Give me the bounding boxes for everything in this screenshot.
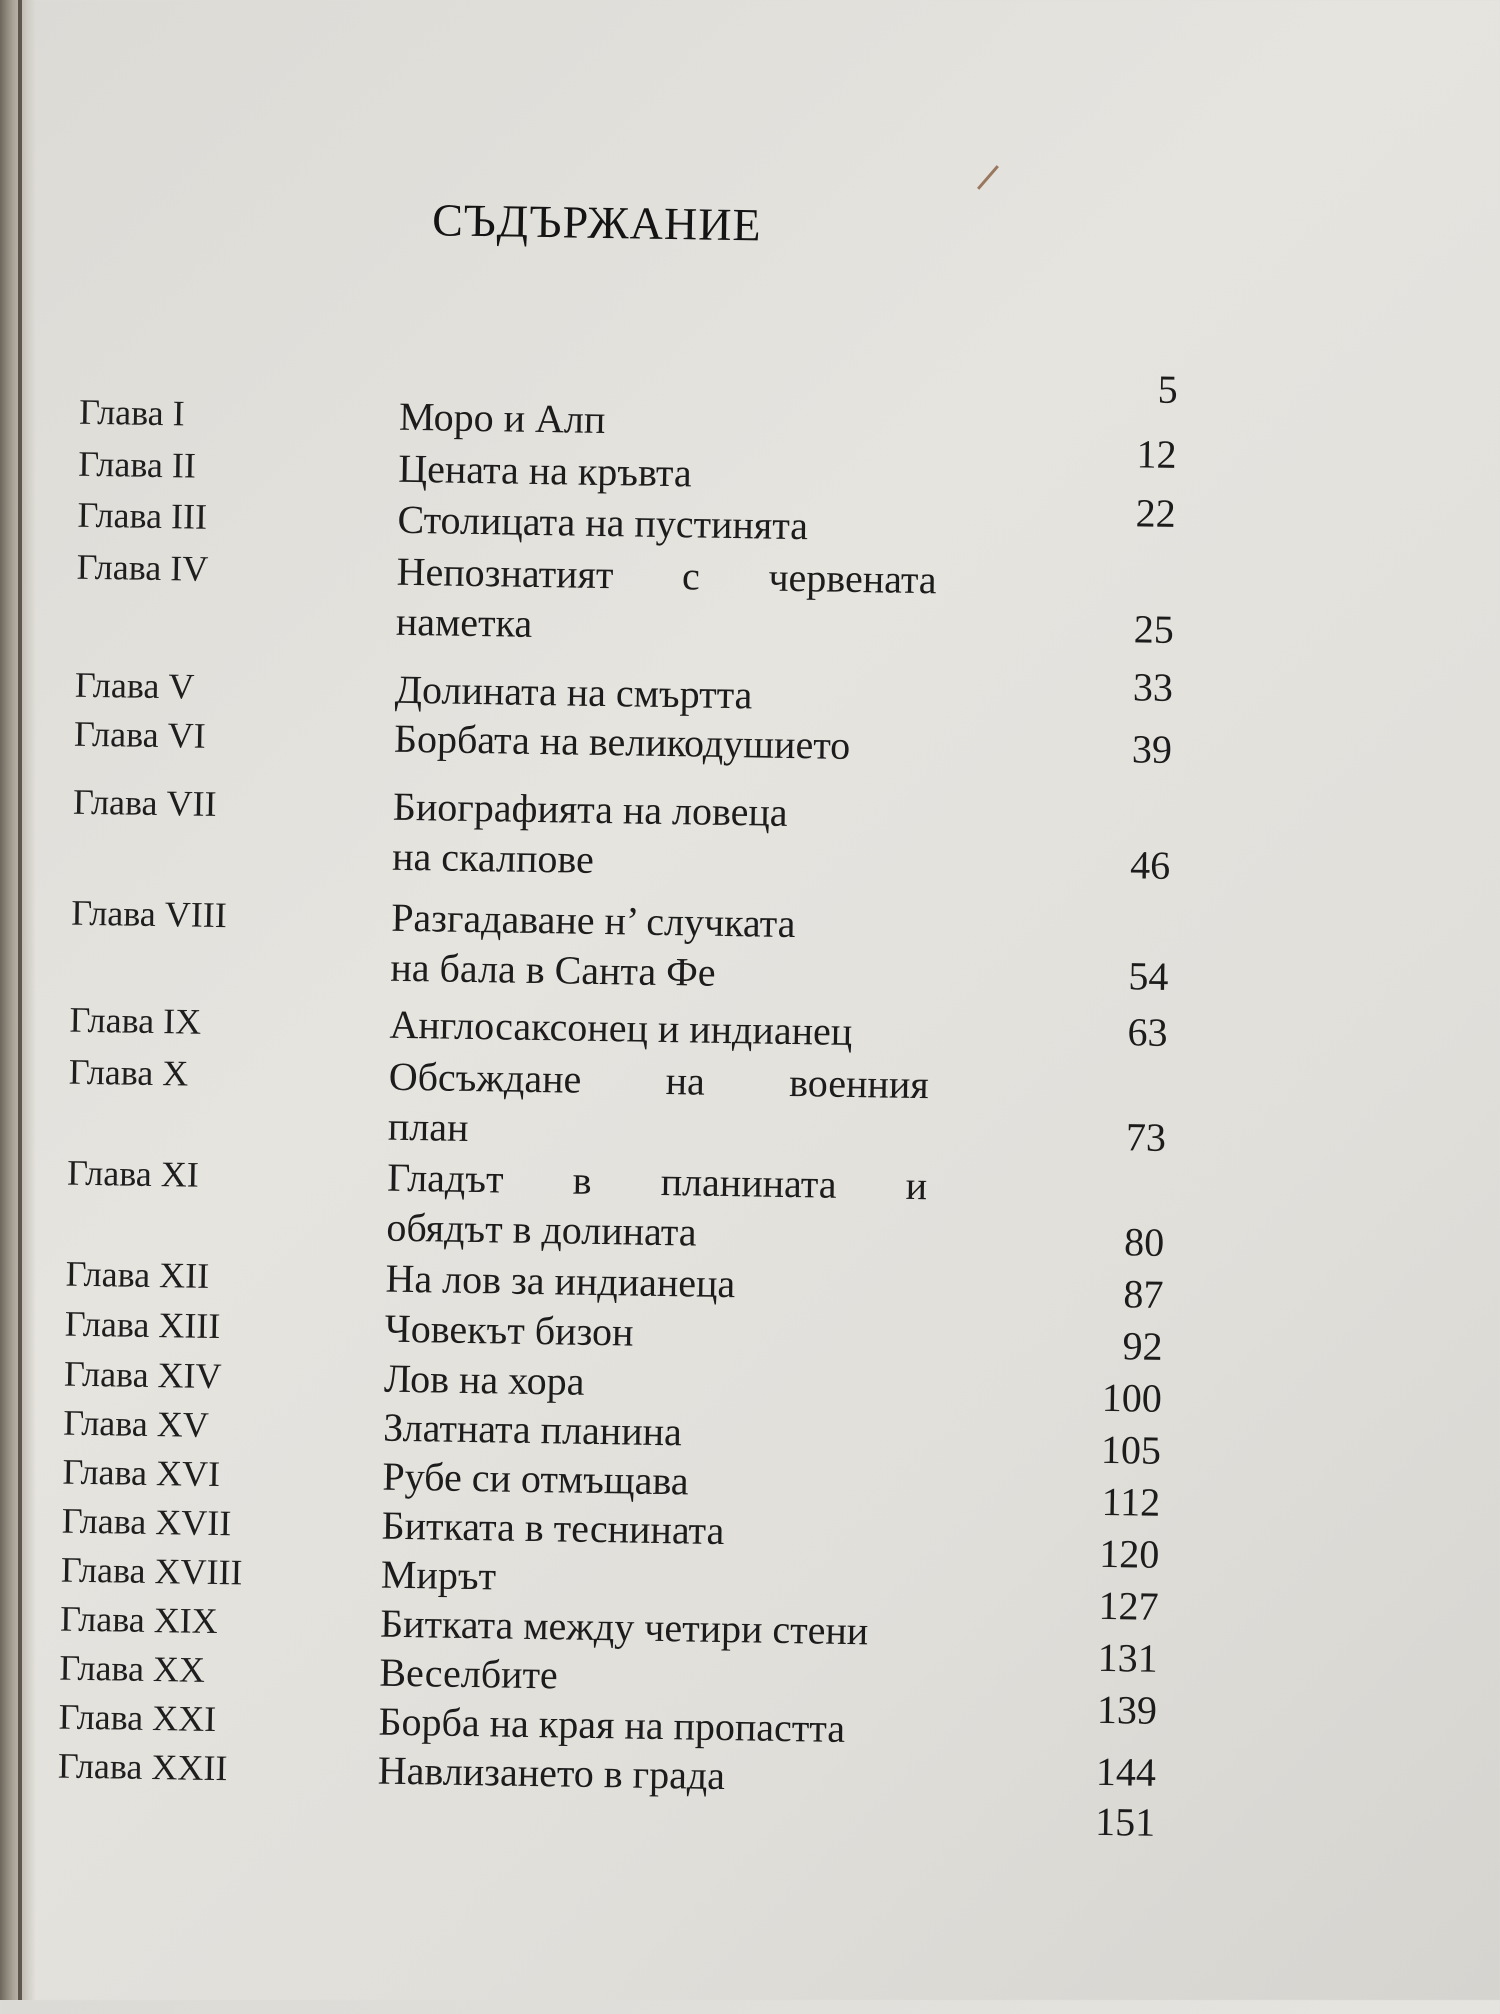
chapter-label: Глава VI <box>73 713 206 756</box>
chapter-title-line: Мирът <box>380 1551 497 1599</box>
chapter-title-line: Столицата на пустинята <box>397 496 809 549</box>
chapter-title <box>389 1000 990 1059</box>
page-number: 54 <box>1128 953 1169 999</box>
toc-entry <box>10 386 1210 443</box>
page-number: 80 <box>1123 1219 1165 1265</box>
page-number: 112 <box>1101 1478 1161 1525</box>
chapter-title-line: Разгадаване н’ случката <box>390 894 796 947</box>
page-number: 120 <box>1099 1530 1160 1577</box>
page-number: 39 <box>1131 726 1173 772</box>
chapter-label: Глава XXI <box>58 1696 217 1740</box>
page-number: 12 <box>1136 431 1177 477</box>
chapter-label: Глава XIV <box>63 1353 222 1397</box>
page-number: 25 <box>1133 606 1175 652</box>
chapter-label: Глава I <box>78 391 186 434</box>
chapter-title-line: Биографията на ловеца <box>392 783 788 835</box>
chapter-label: Глава XVI <box>62 1451 221 1495</box>
page-number: 127 <box>1098 1582 1159 1629</box>
chapter-label: Глава IV <box>76 546 209 589</box>
chapter-title-line: Битката между четири стени <box>379 1600 869 1654</box>
page-number: 92 <box>1122 1323 1163 1369</box>
page-number: 144 <box>1095 1748 1157 1795</box>
chapter-title-line: Борба на края на пропастта <box>378 1698 846 1751</box>
chapter-title <box>390 893 991 1002</box>
chapter-title <box>397 495 998 554</box>
chapter-title-line: Борбата на великодушието <box>393 715 851 768</box>
chapter-title <box>386 1153 987 1262</box>
chapter-title-line: Моро и Алп <box>398 393 606 443</box>
chapter-title-line: Рубе си отмъщава <box>382 1453 689 1504</box>
chapter-title-line: Долината на смъртта <box>394 666 753 718</box>
chapter-title <box>377 1746 978 1805</box>
page-number: 46 <box>1129 842 1171 888</box>
chapter-label: Глава XX <box>59 1647 206 1690</box>
chapter-title-line: Непознатият с червената <box>396 548 937 603</box>
page-number: 151 <box>1094 1798 1156 1845</box>
chapter-title <box>399 392 1000 451</box>
chapter-title-line: Англосаксонец и индианец <box>389 1001 853 1054</box>
chapter-title-line: Цената на кръвта <box>397 445 693 496</box>
chapter-title-line: план <box>387 1103 469 1150</box>
chapter-label: Глава XIII <box>64 1303 221 1347</box>
chapter-label: Глава III <box>77 494 208 537</box>
chapter-title <box>392 782 993 891</box>
chapter-label: Глава XV <box>62 1402 210 1445</box>
chapter-title <box>398 444 999 503</box>
chapter-title-line: Битката в теснината <box>381 1502 725 1554</box>
chapter-title-line: Човекът бизон <box>384 1305 634 1355</box>
chapter-label: Глава VII <box>72 781 217 824</box>
chapter-label: Глава VIII <box>70 892 228 936</box>
chapter-title-line: на скалпове <box>391 833 595 882</box>
page-number: 87 <box>1123 1271 1164 1317</box>
chapter-title-line: Лов на хора <box>383 1355 585 1404</box>
chapter-label: Глава XVIII <box>60 1549 243 1593</box>
chapter-label: Глава XVII <box>61 1500 232 1544</box>
page-number: 131 <box>1097 1634 1159 1681</box>
chapter-title <box>388 1052 989 1161</box>
chapter-title <box>396 547 997 656</box>
page-number: 105 <box>1100 1426 1162 1473</box>
chapter-title-line: Обсъждане на военния <box>388 1053 930 1108</box>
chapter-label: Глава X <box>68 1051 189 1094</box>
chapter-label: Глава XII <box>65 1253 210 1296</box>
chapter-label: Глава II <box>78 443 197 486</box>
chapter-title-line: наметка <box>395 598 533 646</box>
page-title: СЪДЪРЖАНИЕ <box>431 194 762 251</box>
page-number: 22 <box>1135 490 1177 536</box>
ink-mark <box>977 165 999 190</box>
page-number: 100 <box>1101 1374 1163 1421</box>
chapter-label: Глава IX <box>69 999 202 1042</box>
chapter-label: Глава XI <box>66 1152 200 1195</box>
page-number: 33 <box>1132 664 1174 710</box>
page-number: 63 <box>1127 1009 1168 1055</box>
chapter-title-line: Гладът в планината и <box>386 1154 928 1209</box>
intro-page-number: 5 <box>1157 366 1179 412</box>
chapter-title-line: Навлизането в града <box>377 1747 726 1799</box>
chapter-title-line: обядът в долината <box>386 1204 697 1255</box>
chapter-title <box>394 714 995 773</box>
chapter-title-line: на бала в Санта Фе <box>390 944 716 995</box>
chapter-label: Глава V <box>74 664 195 707</box>
chapter-label: Глава XXII <box>57 1745 228 1789</box>
chapter-title-line: Веселбите <box>379 1649 559 1698</box>
page-number: 73 <box>1125 1114 1167 1160</box>
chapter-title-line: Златната планина <box>382 1404 683 1455</box>
chapter-title-line: На лов за индианеца <box>385 1255 736 1307</box>
chapter-label: Глава XIX <box>59 1598 219 1642</box>
page-number: 139 <box>1096 1686 1158 1733</box>
